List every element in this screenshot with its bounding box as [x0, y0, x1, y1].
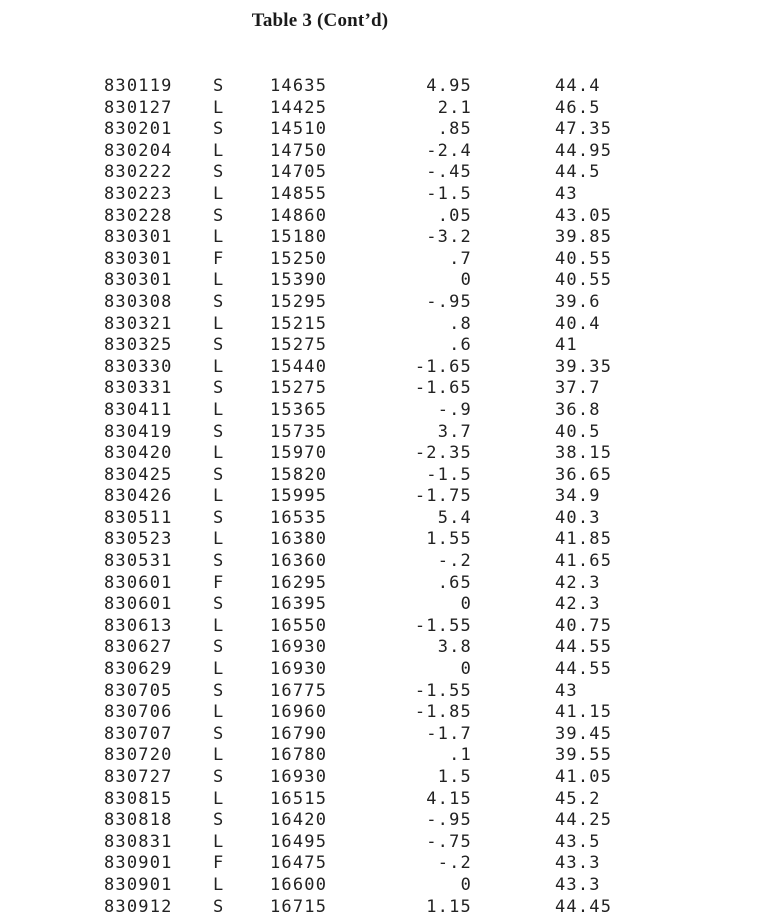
- type-code-cell: L: [213, 183, 225, 204]
- date-cell: 830613: [104, 615, 173, 636]
- rate-cell: 44.55: [555, 659, 613, 680]
- type-code-cell: L: [213, 313, 225, 334]
- type-code-cell: L: [213, 702, 225, 723]
- rate-cell: 43.3: [555, 853, 601, 874]
- date-cell: 830420: [104, 443, 173, 464]
- change-cell: -2.35: [414, 443, 472, 464]
- rate-cell: 43: [555, 680, 578, 701]
- value-cell: 15970: [270, 443, 328, 464]
- date-cell: 830707: [104, 723, 173, 744]
- type-code-cell: S: [213, 810, 225, 831]
- value-cell: 14510: [270, 119, 328, 140]
- rate-cell: 44.25: [555, 810, 613, 831]
- table-row: [0, 637, 758, 659]
- value-cell: 16790: [270, 723, 328, 744]
- change-cell: 1.15: [426, 896, 472, 917]
- type-code-cell: S: [213, 464, 225, 485]
- date-cell: 830228: [104, 205, 173, 226]
- type-code-cell: L: [213, 270, 225, 291]
- table-row: [0, 875, 758, 897]
- type-code-cell: S: [213, 119, 225, 140]
- date-cell: 830706: [104, 702, 173, 723]
- change-cell: -2.4: [426, 140, 472, 161]
- value-cell: 16515: [270, 788, 328, 809]
- change-cell: -1.7: [426, 723, 472, 744]
- change-cell: -1.65: [414, 378, 472, 399]
- value-cell: 14855: [270, 183, 328, 204]
- rate-cell: 41.85: [555, 529, 613, 550]
- rate-cell: 42.3: [555, 572, 601, 593]
- date-cell: 830523: [104, 529, 173, 550]
- value-cell: 14860: [270, 205, 328, 226]
- value-cell: 16495: [270, 831, 328, 852]
- date-cell: 830119: [104, 76, 173, 96]
- table-row: [0, 724, 758, 746]
- date-cell: 830419: [104, 421, 173, 442]
- date-cell: 830223: [104, 183, 173, 204]
- value-cell: 16930: [270, 637, 328, 658]
- change-cell: 2.1: [437, 97, 472, 118]
- value-cell: 16550: [270, 615, 328, 636]
- date-cell: 830301: [104, 270, 173, 291]
- change-cell: -3.2: [426, 227, 472, 248]
- date-cell: 830411: [104, 399, 173, 420]
- type-code-cell: L: [213, 97, 225, 118]
- change-cell: .1: [449, 745, 472, 766]
- change-cell: 4.95: [426, 76, 472, 96]
- table-row: [0, 529, 758, 551]
- change-cell: -1.5: [426, 464, 472, 485]
- rate-cell: 36.8: [555, 399, 601, 420]
- date-cell: 830511: [104, 507, 173, 528]
- rate-cell: 41: [555, 335, 578, 356]
- value-cell: 16930: [270, 767, 328, 787]
- change-cell: -.2: [437, 853, 472, 874]
- value-cell: 16775: [270, 680, 328, 701]
- table-row: [0, 249, 758, 271]
- table-row: [0, 184, 758, 206]
- rate-cell: 39.6: [555, 291, 601, 312]
- date-cell: 830325: [104, 335, 173, 356]
- value-cell: 15295: [270, 291, 328, 312]
- data-table: [0, 76, 758, 918]
- table-row: [0, 162, 758, 184]
- type-code-cell: L: [213, 874, 225, 895]
- date-cell: 830204: [104, 140, 173, 161]
- date-cell: 830331: [104, 378, 173, 399]
- table-row: [0, 335, 758, 357]
- type-code-cell: L: [213, 356, 225, 377]
- value-cell: 15390: [270, 270, 328, 291]
- change-cell: 1.5: [437, 767, 472, 787]
- table-row: [0, 853, 758, 875]
- rate-cell: 39.55: [555, 745, 613, 766]
- date-cell: 830301: [104, 227, 173, 248]
- table-row: [0, 702, 758, 724]
- type-code-cell: F: [213, 853, 225, 874]
- rate-cell: 40.55: [555, 248, 613, 269]
- change-cell: -1.55: [414, 680, 472, 701]
- change-cell: 0: [460, 659, 472, 680]
- type-code-cell: L: [213, 659, 225, 680]
- rate-cell: 41.05: [555, 767, 613, 787]
- type-code-cell: S: [213, 507, 225, 528]
- table-row: [0, 551, 758, 573]
- table-row: [0, 465, 758, 487]
- value-cell: 16420: [270, 810, 328, 831]
- table-row: [0, 119, 758, 141]
- value-cell: 16600: [270, 874, 328, 895]
- table-row: [0, 832, 758, 854]
- date-cell: 830308: [104, 291, 173, 312]
- rate-cell: 46.5: [555, 97, 601, 118]
- date-cell: 830426: [104, 486, 173, 507]
- value-cell: 16535: [270, 507, 328, 528]
- type-code-cell: S: [213, 205, 225, 226]
- rate-cell: 40.75: [555, 615, 613, 636]
- change-cell: -1.5: [426, 183, 472, 204]
- change-cell: -.95: [426, 291, 472, 312]
- date-cell: 830720: [104, 745, 173, 766]
- date-cell: 830627: [104, 637, 173, 658]
- change-cell: 1.55: [426, 529, 472, 550]
- value-cell: 14425: [270, 97, 328, 118]
- rate-cell: 44.5: [555, 162, 601, 183]
- rate-cell: 40.5: [555, 421, 601, 442]
- value-cell: 16780: [270, 745, 328, 766]
- rate-cell: 39.85: [555, 227, 613, 248]
- date-cell: 830222: [104, 162, 173, 183]
- date-cell: 830531: [104, 551, 173, 572]
- type-code-cell: S: [213, 421, 225, 442]
- rate-cell: 39.45: [555, 723, 613, 744]
- table-row: [0, 659, 758, 681]
- value-cell: 16295: [270, 572, 328, 593]
- change-cell: 5.4: [437, 507, 472, 528]
- type-code-cell: L: [213, 399, 225, 420]
- type-code-cell: F: [213, 248, 225, 269]
- date-cell: 830831: [104, 831, 173, 852]
- change-cell: 3.8: [437, 637, 472, 658]
- change-cell: .85: [437, 119, 472, 140]
- type-code-cell: S: [213, 335, 225, 356]
- date-cell: 830321: [104, 313, 173, 334]
- type-code-cell: S: [213, 594, 225, 615]
- rate-cell: 44.45: [555, 896, 613, 917]
- rate-cell: 42.3: [555, 594, 601, 615]
- value-cell: 16960: [270, 702, 328, 723]
- type-code-cell: L: [213, 443, 225, 464]
- value-cell: 16360: [270, 551, 328, 572]
- type-code-cell: S: [213, 767, 225, 787]
- type-code-cell: S: [213, 76, 225, 96]
- change-cell: 0: [460, 594, 472, 615]
- type-code-cell: S: [213, 551, 225, 572]
- date-cell: 830201: [104, 119, 173, 140]
- change-cell: -1.65: [414, 356, 472, 377]
- table-row: [0, 897, 758, 919]
- rate-cell: 43.5: [555, 831, 601, 852]
- rate-cell: 45.2: [555, 788, 601, 809]
- page-title: Table 3 (Cont’d): [251, 10, 389, 31]
- rate-cell: 36.65: [555, 464, 613, 485]
- value-cell: 16380: [270, 529, 328, 550]
- value-cell: 14750: [270, 140, 328, 161]
- change-cell: -.45: [426, 162, 472, 183]
- date-cell: 830818: [104, 810, 173, 831]
- rate-cell: 44.4: [555, 76, 601, 96]
- date-cell: 830727: [104, 767, 173, 787]
- value-cell: 15275: [270, 378, 328, 399]
- rate-cell: 39.35: [555, 356, 613, 377]
- rate-cell: 40.3: [555, 507, 601, 528]
- type-code-cell: L: [213, 529, 225, 550]
- change-cell: 4.15: [426, 788, 472, 809]
- date-cell: 830912: [104, 896, 173, 917]
- table-row: [0, 76, 758, 98]
- rate-cell: 34.9: [555, 486, 601, 507]
- rate-cell: 37.7: [555, 378, 601, 399]
- rate-cell: 40.4: [555, 313, 601, 334]
- rate-cell: 40.55: [555, 270, 613, 291]
- change-cell: -.95: [426, 810, 472, 831]
- date-cell: 830705: [104, 680, 173, 701]
- table-row: [0, 314, 758, 336]
- value-cell: 16395: [270, 594, 328, 615]
- table-row: [0, 227, 758, 249]
- rate-cell: 43.05: [555, 205, 613, 226]
- table-row: [0, 400, 758, 422]
- value-cell: 14635: [270, 76, 328, 96]
- rate-cell: 41.65: [555, 551, 613, 572]
- type-code-cell: S: [213, 162, 225, 183]
- date-cell: 830301: [104, 248, 173, 269]
- type-code-cell: S: [213, 637, 225, 658]
- type-code-cell: S: [213, 680, 225, 701]
- change-cell: .6: [449, 335, 472, 356]
- table-row: [0, 681, 758, 703]
- type-code-cell: S: [213, 291, 225, 312]
- value-cell: 16715: [270, 896, 328, 917]
- value-cell: 16475: [270, 853, 328, 874]
- table-row: [0, 810, 758, 832]
- date-cell: 830601: [104, 594, 173, 615]
- value-cell: 15735: [270, 421, 328, 442]
- value-cell: 14705: [270, 162, 328, 183]
- rate-cell: 44.95: [555, 140, 613, 161]
- table-row: [0, 745, 758, 767]
- date-cell: 830330: [104, 356, 173, 377]
- change-cell: -1.75: [414, 486, 472, 507]
- type-code-cell: L: [213, 831, 225, 852]
- change-cell: .05: [437, 205, 472, 226]
- table-row: [0, 357, 758, 379]
- date-cell: 830901: [104, 874, 173, 895]
- change-cell: -.75: [426, 831, 472, 852]
- table-row: [0, 573, 758, 595]
- value-cell: 15215: [270, 313, 328, 334]
- rate-cell: 47.35: [555, 119, 613, 140]
- rate-cell: 44.55: [555, 637, 613, 658]
- type-code-cell: L: [213, 615, 225, 636]
- date-cell: 830815: [104, 788, 173, 809]
- table-row: [0, 141, 758, 163]
- table-row: [0, 292, 758, 314]
- rate-cell: 41.15: [555, 702, 613, 723]
- value-cell: 15440: [270, 356, 328, 377]
- table-row: [0, 789, 758, 811]
- date-cell: 830601: [104, 572, 173, 593]
- date-cell: 830127: [104, 97, 173, 118]
- change-cell: -.2: [437, 551, 472, 572]
- table-row: [0, 270, 758, 292]
- table-row: [0, 767, 758, 789]
- table-row: [0, 206, 758, 228]
- table-row: [0, 508, 758, 530]
- value-cell: 15275: [270, 335, 328, 356]
- table-row: [0, 98, 758, 120]
- date-cell: 830425: [104, 464, 173, 485]
- date-cell: 830629: [104, 659, 173, 680]
- value-cell: 15995: [270, 486, 328, 507]
- date-cell: 830901: [104, 853, 173, 874]
- value-cell: 15250: [270, 248, 328, 269]
- type-code-cell: L: [213, 486, 225, 507]
- type-code-cell: L: [213, 140, 225, 161]
- change-cell: 3.7: [437, 421, 472, 442]
- change-cell: .65: [437, 572, 472, 593]
- change-cell: .8: [449, 313, 472, 334]
- change-cell: -1.55: [414, 615, 472, 636]
- change-cell: -.9: [437, 399, 472, 420]
- change-cell: .7: [449, 248, 472, 269]
- change-cell: -1.85: [414, 702, 472, 723]
- table-row: [0, 616, 758, 638]
- value-cell: 15820: [270, 464, 328, 485]
- table-row: [0, 422, 758, 444]
- value-cell: 16930: [270, 659, 328, 680]
- rate-cell: 38.15: [555, 443, 613, 464]
- type-code-cell: L: [213, 745, 225, 766]
- type-code-cell: L: [213, 227, 225, 248]
- value-cell: 15180: [270, 227, 328, 248]
- type-code-cell: S: [213, 896, 225, 917]
- type-code-cell: S: [213, 723, 225, 744]
- table-row: [0, 486, 758, 508]
- value-cell: 15365: [270, 399, 328, 420]
- change-cell: 0: [460, 874, 472, 895]
- table-row: [0, 443, 758, 465]
- change-cell: 0: [460, 270, 472, 291]
- type-code-cell: L: [213, 788, 225, 809]
- table-row: [0, 594, 758, 616]
- table-row: [0, 378, 758, 400]
- type-code-cell: F: [213, 572, 225, 593]
- rate-cell: 43: [555, 183, 578, 204]
- type-code-cell: S: [213, 378, 225, 399]
- rate-cell: 43.3: [555, 874, 601, 895]
